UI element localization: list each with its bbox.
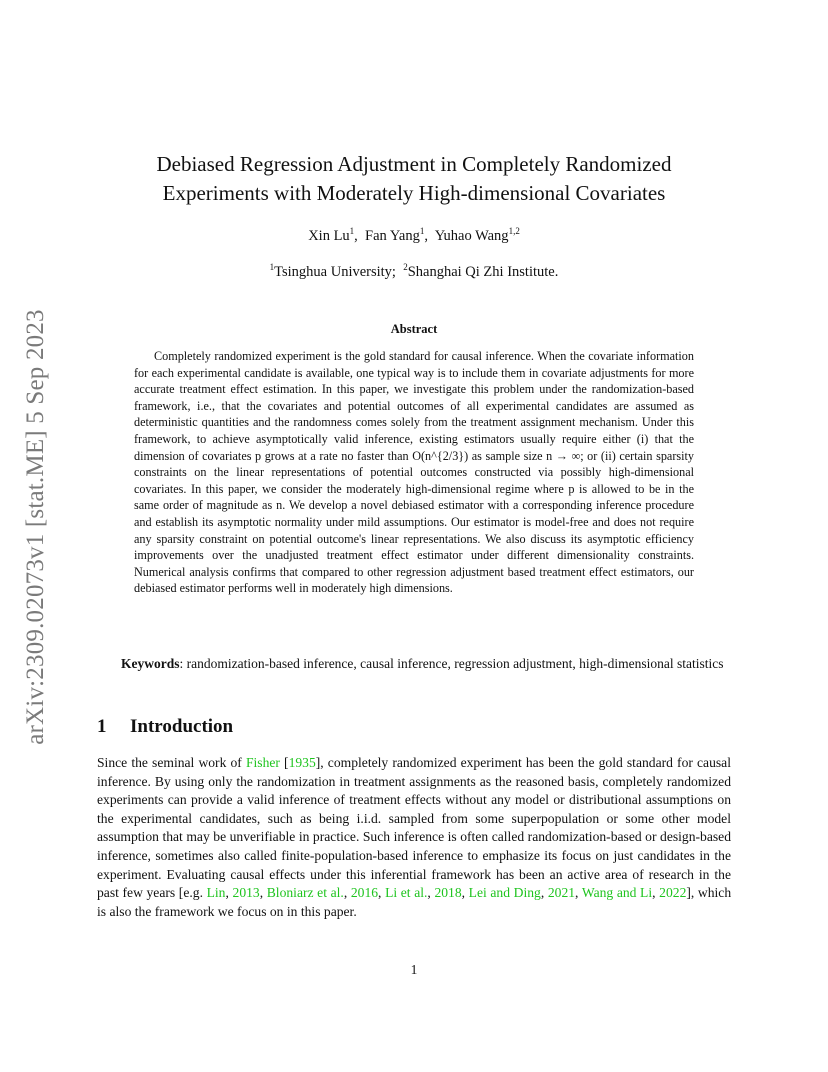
author-name: Xin Lu [308, 228, 350, 244]
section-number: 1 [97, 716, 107, 737]
intro-text: , [427, 885, 435, 901]
author-name: Yuhao Wang [434, 228, 509, 244]
section-heading [97, 716, 233, 738]
affiliation-name: Tsinghua University; [274, 264, 396, 280]
intro-text: ], which is also the framework we focus on in this paper. [97, 885, 732, 919]
abstract-heading: Abstract [390, 322, 438, 336]
intro-text: , [378, 885, 386, 901]
title-line-1: Debiased Regression Adjustment in Completely Randomized [156, 152, 672, 176]
affiliation-mark: 1 [269, 262, 275, 272]
affiliation-mark: 2 [403, 262, 408, 272]
intro-text: , [461, 885, 469, 901]
citation-link[interactable]: 1935 [288, 755, 316, 770]
abstract-body: Completely randomized experiment is the gold standard for causal inference. When the covariate information for each experimental candidate is available, one typical way is to include them in covariate adjustments for more accurate treatment effect estimation. In this paper, we investigate this problem under the randomization-based framework, i.e., that the covariates and potential outcomes of all experimental candidates are assumed as deterministic quantities and the randomness comes solely from the treatment assignment mechanism. Under this framework, to achieve asymptotically valid inference, existing estimators usually require either (i) that the dimension of covariates p grows at a rate no faster than O(n^{2/3}) as sample size n → ∞; or (ii) certain sparsity constraints on the linear representations of potential outcomes constructed via possibly high-dimensional covariates. In this paper, we consider the moderately high-dimensional regime where p is allowed to be in the same order of magnitude as n. We develop a novel debiased estimator with a corresponding inference procedure and establish its asymptotic normality under mild assumptions. Our estimator is model-free and does not require any sparsity constraint on potential outcome's linear representations. We also discuss its asymptotic efficiency improvements over the unadjusted treatment effect estimator under different dimensionality constraints. Numerical analysis confirms that compared to other regression adjustment based treatment effect estimators, our debiased estimator performs well in moderately high dimensions. [134, 349, 694, 596]
author-affiliation-mark: 1 [419, 226, 425, 236]
intro-text: , [575, 885, 582, 901]
citation-link[interactable]: Fisher [245, 755, 280, 770]
intro-text: [ [279, 755, 289, 770]
abstract-text [134, 348, 694, 597]
citation-link[interactable]: 2016 [350, 885, 379, 901]
paper-title [100, 150, 728, 208]
affiliation-name: Shanghai Qi Zhi Institute. [407, 264, 559, 280]
intro-text: ], completely randomized experiment has been the gold standard for causal inference. By using only the randomization in treatment assignments as the reasoned basis, completely randomized experiments can provide a valid inference of treatment effects without any model or distributional assumptions on the experimental candidates, such as being i.i.d. sampled from some superpopulation or some other model assumption that may be unverifiable in practice. Such inference is often called randomization-based or design-based inference, sometimes also called finite-population-based inference to emphasize its focus on just candidates in the experiment. Evaluating causal effects under this inferential framework has been an active area of research in the past few years [e.g. [97, 755, 731, 901]
page-number: 1 [410, 962, 418, 977]
citation-link[interactable]: Wang and Li [581, 885, 653, 901]
keywords-text: : randomization-based inference, causal inference, regression adjustment, high-dimensional statistics [179, 656, 724, 671]
affiliation-list [100, 264, 728, 281]
citation-link[interactable]: Lei and Ding [468, 885, 541, 901]
citation-link[interactable]: 2021 [547, 885, 576, 901]
intro-text: , [343, 885, 351, 901]
citation-link[interactable]: 2018 [434, 885, 462, 901]
intro-text: , [540, 885, 548, 901]
intro-text: , [652, 885, 660, 901]
intro-text: Since the seminal work of [97, 755, 246, 770]
author-list: Xin Lu$^1$, Fan Yang$^1$, Yuhao Wang$^{1,2}$ [308, 226, 520, 244]
intro-paragraph [97, 754, 731, 921]
citation-link[interactable]: Li et al. [385, 885, 428, 901]
citation-link[interactable]: 2013 [232, 885, 260, 901]
keywords [97, 655, 769, 673]
arxiv-watermark [0, 0, 49, 745]
arxiv-identifier: arXiv:2309.02073v1 [stat.ME] 5 Sep 2023 [22, 309, 49, 745]
intro-text: , [225, 885, 233, 901]
citation-link[interactable]: Bloniarz et al. [266, 885, 344, 901]
section-title: Introduction [130, 716, 234, 737]
intro-text: , [259, 885, 267, 901]
author-affiliation-mark: 1 [349, 226, 355, 236]
keywords-label: Keywords [121, 656, 180, 671]
citation-link[interactable]: 2022 [659, 885, 687, 901]
author-affiliation-mark: 1,2 [508, 226, 520, 236]
author-name: Fan Yang [365, 228, 420, 244]
citation-link[interactable]: Lin [206, 885, 226, 901]
title-line-2: Experiments with Moderately High-dimensional Covariates [162, 181, 666, 205]
